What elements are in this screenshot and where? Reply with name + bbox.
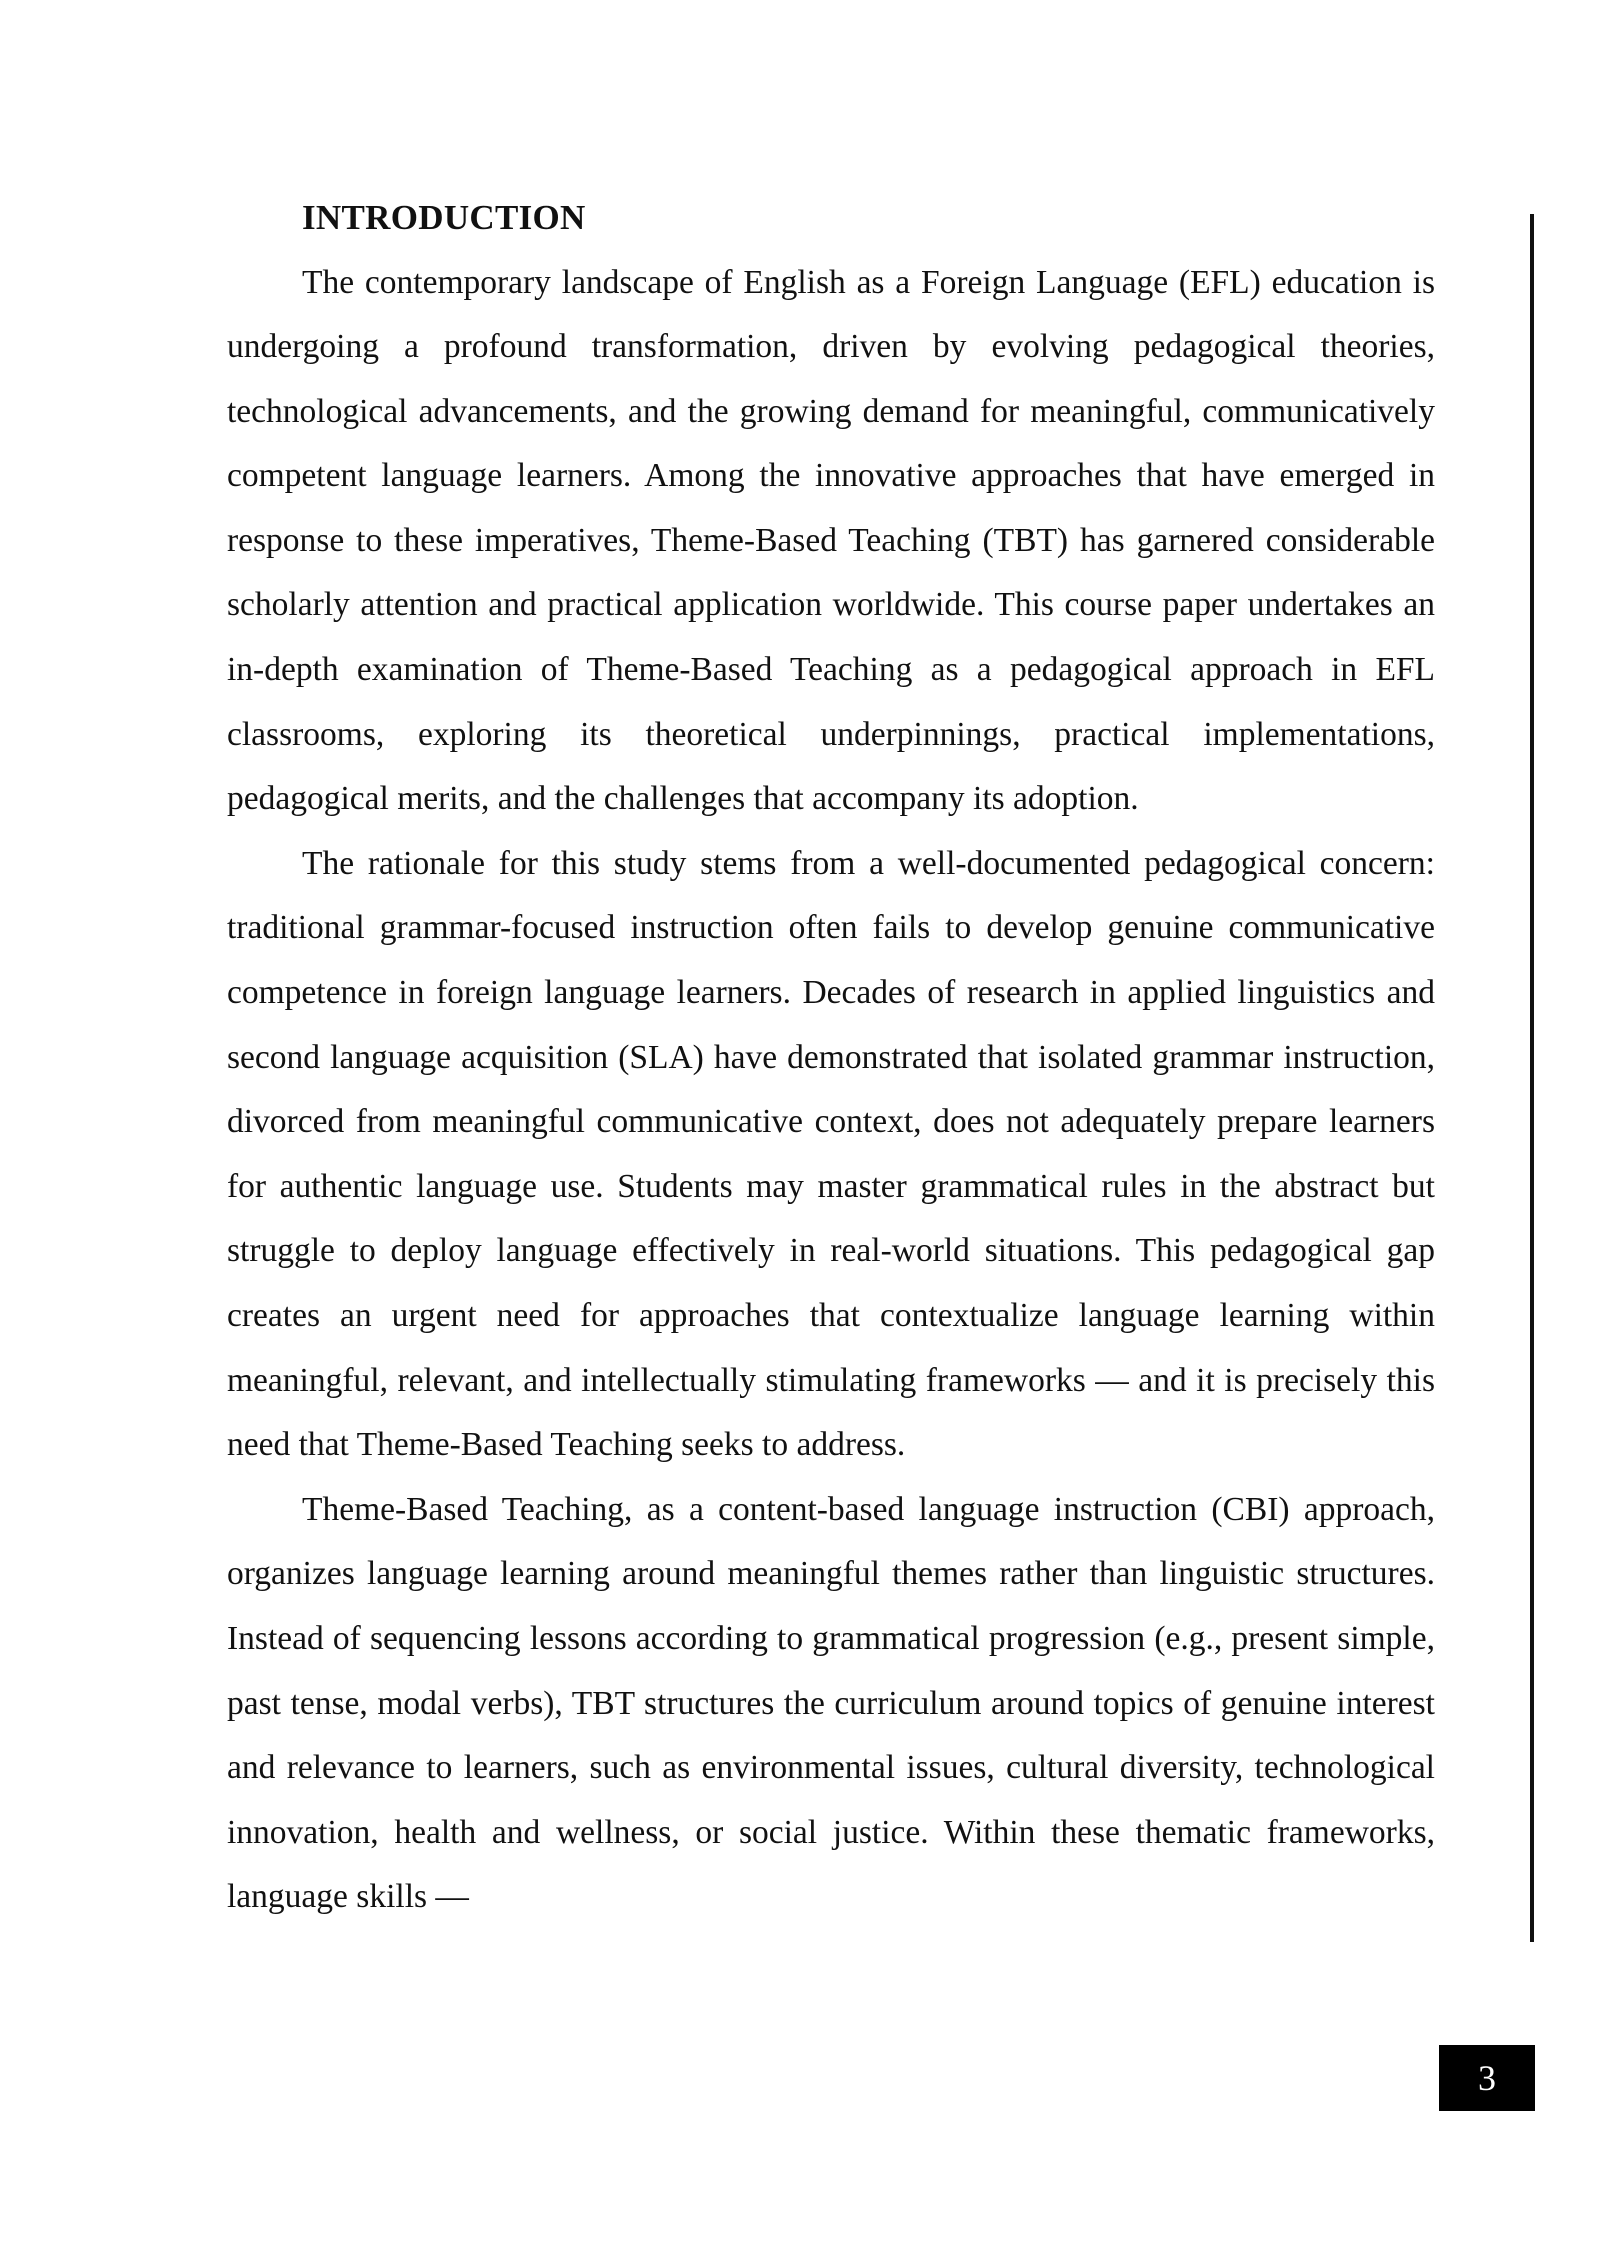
- paragraph-2: The rationale for this study stems from a well-documented pedagogical concern: traditional grammar-focused instruction often fails to develop genuine communicative competence in foreign language learners. Decades of research in applied linguistics and second language acquisition (SLA) have demonstrated that isolated grammar instruction, divorced from meaningful communicative context, does not adequately prepare learners for authentic language use. Students may master grammatical rules in the abstract but struggle to deploy language effectively in real-world situations. This pedagogical gap creates an urgent need for approaches that contextualize language learning within meaningful, relevant, and intellectually stimulating frameworks — and it is precisely this need that Theme-Based Teaching seeks to address.: [227, 844, 1435, 1464]
- section-heading: INTRODUCTION: [302, 198, 586, 237]
- page-number-box: [1439, 2045, 1535, 2111]
- page-number: 3: [1478, 2058, 1496, 2098]
- paragraph-3: Theme-Based Teaching, as a content-based language instruction (CBI) approach, organizes language learning around meaningful themes rather than linguistic structures. Instead of sequencing lessons according to grammatical progression (e.g., present simple, past tense, modal verbs), TBT structures the curriculum around topics of genuine interest and relevance to learners, such as environmental issues, cultural diversity, technological innovation, health and wellness, or social justice. Within these thematic frameworks, language skills —: [227, 1490, 1435, 1916]
- margin-vertical-rule: [1530, 214, 1534, 1942]
- paragraph-1: The contemporary landscape of English as a Foreign Language (EFL) education is undergoing a profound transformation, driven by evolving pedagogical theories, technological advancements, and the growing demand for meaningful, communicatively competent language learners. Among the innovative approaches that have emerged in response to these imperatives, Theme-Based Teaching (TBT) has garnered considerable scholarly attention and practical application worldwide. This course paper undertakes an in-depth examination of Theme-Based Teaching as a pedagogical approach in EFL classrooms, exploring its theoretical underpinnings, practical implementations, pedagogical merits, and the challenges that accompany its adoption.: [227, 263, 1435, 818]
- body-text: [227, 186, 1435, 1930]
